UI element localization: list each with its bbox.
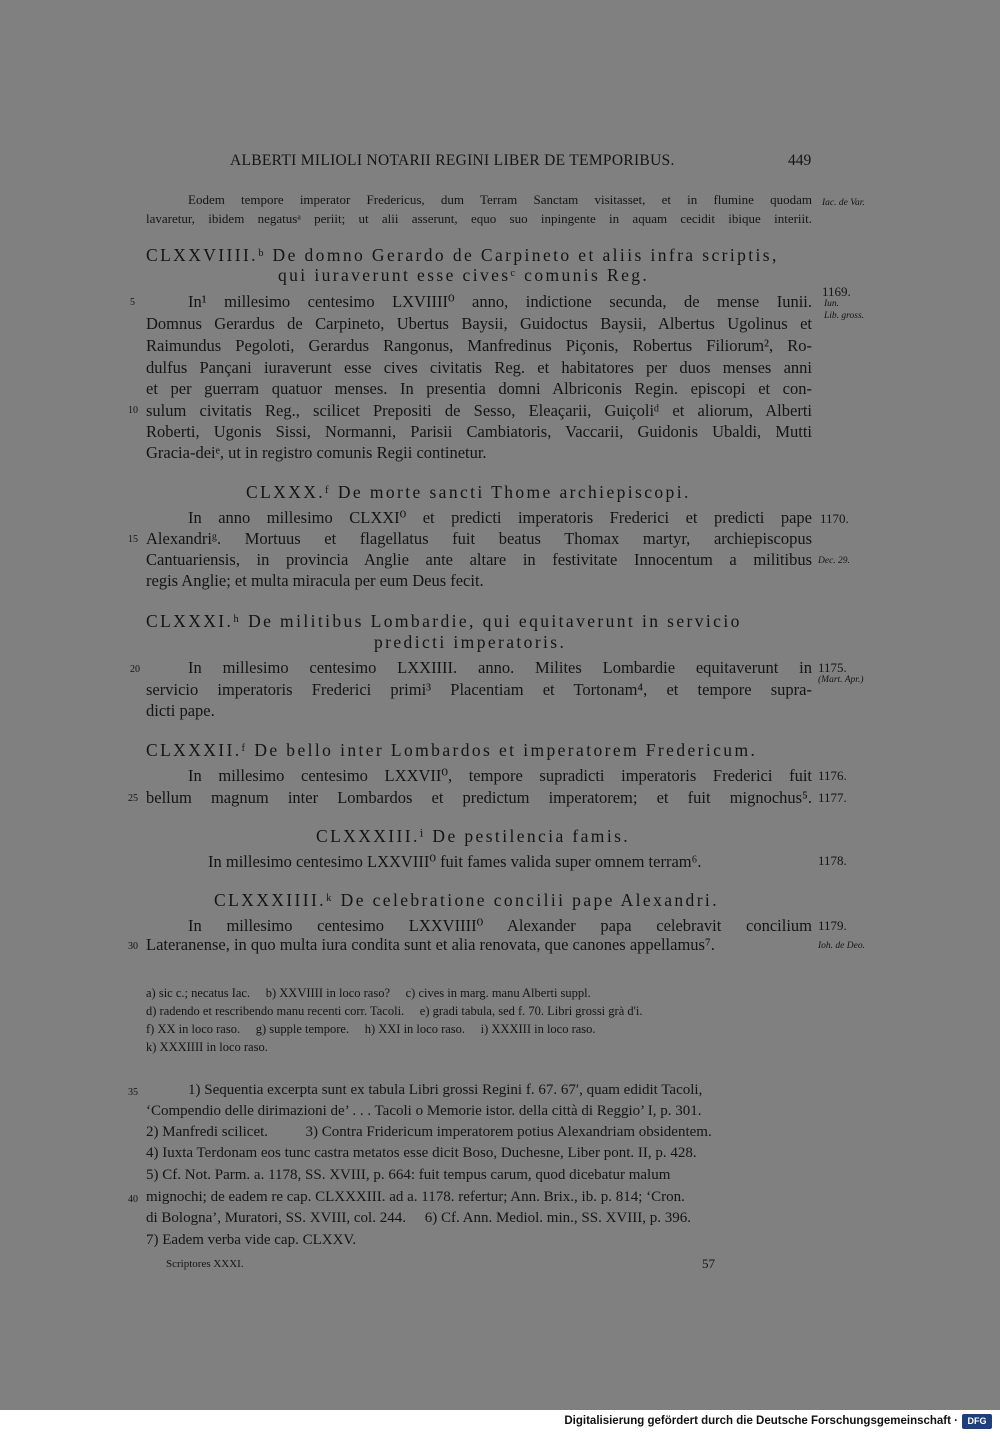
ch181-text-line: In millesimo centesimo LXXIIII. anno. Milites Lombardie equitaverunt in	[188, 658, 812, 677]
ch183-text-line: In millesimo centesimo LXXVIII⁰ fuit fames valida super omnem terram⁶.	[208, 852, 702, 871]
line-number-20: 20	[130, 664, 140, 675]
apparatus-line: f) XX in loco raso. g) supple tempore. h) XXI in loco raso. i) XXXIII in loco raso.	[146, 1022, 596, 1036]
apparatus-line: d) radendo et rescribendo manu recenti corr. Tacoli. e) gradi tabula, sed f. 70. Libri grossi grà d'i.	[146, 1004, 643, 1018]
chapter-heading-179-line-1: CLXXVIIII.ᵇ De domno Gerardo de Carpineto et aliis infra scriptis,	[146, 245, 779, 265]
line-number-35: 35	[128, 1087, 138, 1098]
ch181-text-line: dicti pape.	[146, 701, 215, 720]
ch182-text-line: In millesimo centesimo LXXVII⁰, tempore supradicti imperatoris Frederici fuit	[188, 766, 812, 785]
ch182-text-line: bellum magnum inter Lombardos et predictum imperatorem; et fuit mignochus⁵.	[146, 788, 812, 807]
ch180-text-line: Cantuariensis, in provincia Anglie ante altare in festivitate Innocentum a militibus	[146, 550, 812, 569]
margin-date-mart-apr: (Mart. Apr.)	[818, 675, 864, 685]
margin-year-1175: 1175.	[818, 660, 847, 675]
chapter-heading-181-line-1: CLXXXI.ʰ De militibus Lombardie, qui equitaverunt in servicio	[146, 611, 742, 631]
margin-year-1177: 1177.	[818, 790, 847, 805]
chapter-heading-179-line-2: qui iuraverunt esse civesᶜ comunis Reg.	[278, 265, 650, 285]
intro-line-1: Eodem tempore imperator Fredericus, dum Terram Sanctam visitasset, et in flumine quodam	[188, 192, 812, 207]
margin-source-ioh-de-deo: Ioh. de Deo.	[818, 941, 865, 951]
dfg-logo: DFG	[962, 1414, 992, 1429]
footnote-line: 2) Manfredi scilicet. 3) Contra Fridericum imperatorem potius Alexandriam obsidentem.	[146, 1124, 712, 1140]
page-number: 449	[788, 152, 812, 169]
line-number-40: 40	[128, 1194, 138, 1205]
footnote-line: 5) Cf. Not. Parm. a. 1178, SS. XVIII, p. 664: fuit tempus carum, quod dicebatur malum	[146, 1167, 671, 1183]
line-number-15: 15	[128, 534, 138, 545]
margin-year-1179: 1179.	[818, 918, 847, 933]
footnote-line: mignochi; de eadem re cap. CLXXXIII. ad a. 1178. refertur; Ann. Brix., ib. p. 814; ‘Cron.	[146, 1189, 685, 1205]
margin-source-lib-gross: Lib. gross.	[824, 311, 865, 321]
chapter-heading-183: CLXXXIII.ⁱ De pestilencia famis.	[316, 826, 631, 846]
intro-line-2: lavaretur, ibidem negatusᵃ periit; ut alii asserunt, equo suo inpingente in aquam cecidit ibique interiit.	[146, 211, 812, 226]
ch179-text-line: sulum civitatis Reg., scilicet Prepositi de Sesso, Eleaçarii, Guiçoliᵈ et aliorum, Alberti	[146, 401, 812, 420]
ch180-text-line: regis Anglie; et multa miracula per eum Deus fecit.	[146, 571, 484, 590]
footnote-line: 1) Sequentia excerpta sunt ex tabula Libri grossi Regini f. 67. 67′, quam edidit Tacoli,	[188, 1082, 703, 1098]
ch179-text-line: et per guerram quatuor menses. In presentia domni Albriconis Regin. episcopi et con-	[146, 379, 812, 398]
footnote-line: 7) Eadem verba vide cap. CLXXV.	[146, 1232, 357, 1248]
funding-footer	[0, 1410, 1000, 1434]
chapter-heading-181-line-2: predicti imperatoris.	[374, 632, 567, 652]
footnote-line: 4) Iuxta Terdonam eos tunc castra metatos esse dicit Boso, Duchesne, Liber pont. II, p. 428.	[146, 1145, 697, 1161]
margin-date-dec-29: Dec. 29.	[818, 556, 850, 566]
line-number-25: 25	[128, 793, 138, 804]
chapter-heading-184: CLXXXIIII.ᵏ De celebratione concilii pape Alexandri.	[214, 890, 719, 910]
line-number-5: 5	[130, 297, 135, 308]
funding-text: Digitalisierung gefördert durch die Deutsche Forschungsgemeinschaft ·	[564, 1415, 958, 1427]
line-number-10: 10	[128, 405, 138, 416]
running-title: ALBERTI MILIOLI NOTARII REGINI LIBER DE TEMPORIBUS.	[230, 152, 675, 169]
ch179-text-line: In¹ millesimo centesimo LXVIIII⁰ anno, indictione secunda, de mense Iunii.	[188, 292, 812, 311]
margin-year-1178: 1178.	[818, 853, 847, 868]
ch179-text-line: Raimundus Pegoloti, Gerardus Rangonus, Manfredinus Piçonis, Robertus Filiorum², Ro-	[146, 336, 812, 355]
apparatus-line: a) sic c.; necatus Iac. b) XXVIIII in loco raso? c) cives in marg. manu Alberti suppl.	[146, 986, 591, 1000]
footnote-line: ‘Compendio delle dirimazioni de’ . . . Tacoli o Memorie istor. della città di Reggio’ I, p. 301.	[146, 1103, 702, 1119]
sheet-signature: 57	[702, 1256, 715, 1271]
line-number-30: 30	[128, 941, 138, 952]
series-label: Scriptores XXXI.	[166, 1258, 244, 1270]
chapter-heading-180: CLXXX.ᶠ De morte sancti Thome archiepiscopi.	[246, 482, 691, 502]
margin-source-iun: Iun.	[824, 299, 840, 309]
ch181-text-line: servicio imperatoris Frederici primi³ Placentiam et Tortonam⁴, et tempore supra-	[146, 680, 812, 699]
ch180-text-line: Alexandriᵍ. Mortuus et flagellatus fuit beatus Thomax martyr, archiepiscopus	[146, 529, 812, 548]
ch179-text-line: dulfus Pançani iuraverunt esse cives civitatis Reg. et habitatores per duos menses anni	[146, 358, 812, 377]
ch184-text-line: In millesimo centesimo LXXVIIII⁰ Alexander papa celebravit concilium	[188, 916, 812, 935]
margin-year-1176: 1176.	[818, 768, 847, 783]
ch179-text-line: Domnus Gerardus de Carpineto, Ubertus Baysii, Guidoctus Baysii, Albertus Ugolinus et	[146, 314, 812, 333]
margin-year-1170: 1170.	[820, 511, 849, 526]
apparatus-line: k) XXXIIII in loco raso.	[146, 1040, 268, 1054]
chapter-heading-182: CLXXXII.ᶠ De bello inter Lombardos et imperatorem Fredericum.	[146, 740, 758, 760]
ch179-text-line: Roberti, Ugonis Sissi, Normanni, Parisii Cambiatoris, Vaccarii, Guidonis Ubaldi, Mutti	[146, 422, 812, 441]
margin-year-1169: 1169.	[822, 284, 851, 299]
ch180-text-line: In anno millesimo CLXXI⁰ et predicti imperatoris Frederici et predicti pape	[188, 508, 812, 527]
ch184-text-line: Lateranense, in quo multa iura condita sunt et alia renovata, que canones appellamus⁷.	[146, 935, 715, 954]
footnote-line: di Bologna’, Muratori, SS. XVIII, col. 244. 6) Cf. Ann. Mediol. min., SS. XVIII, p. 396.	[146, 1210, 691, 1226]
margin-source-intro: Iac. de Var.	[822, 198, 865, 208]
ch179-text-line: Gracia-deiᵉ, ut in registro comunis Regii continetur.	[146, 443, 487, 462]
